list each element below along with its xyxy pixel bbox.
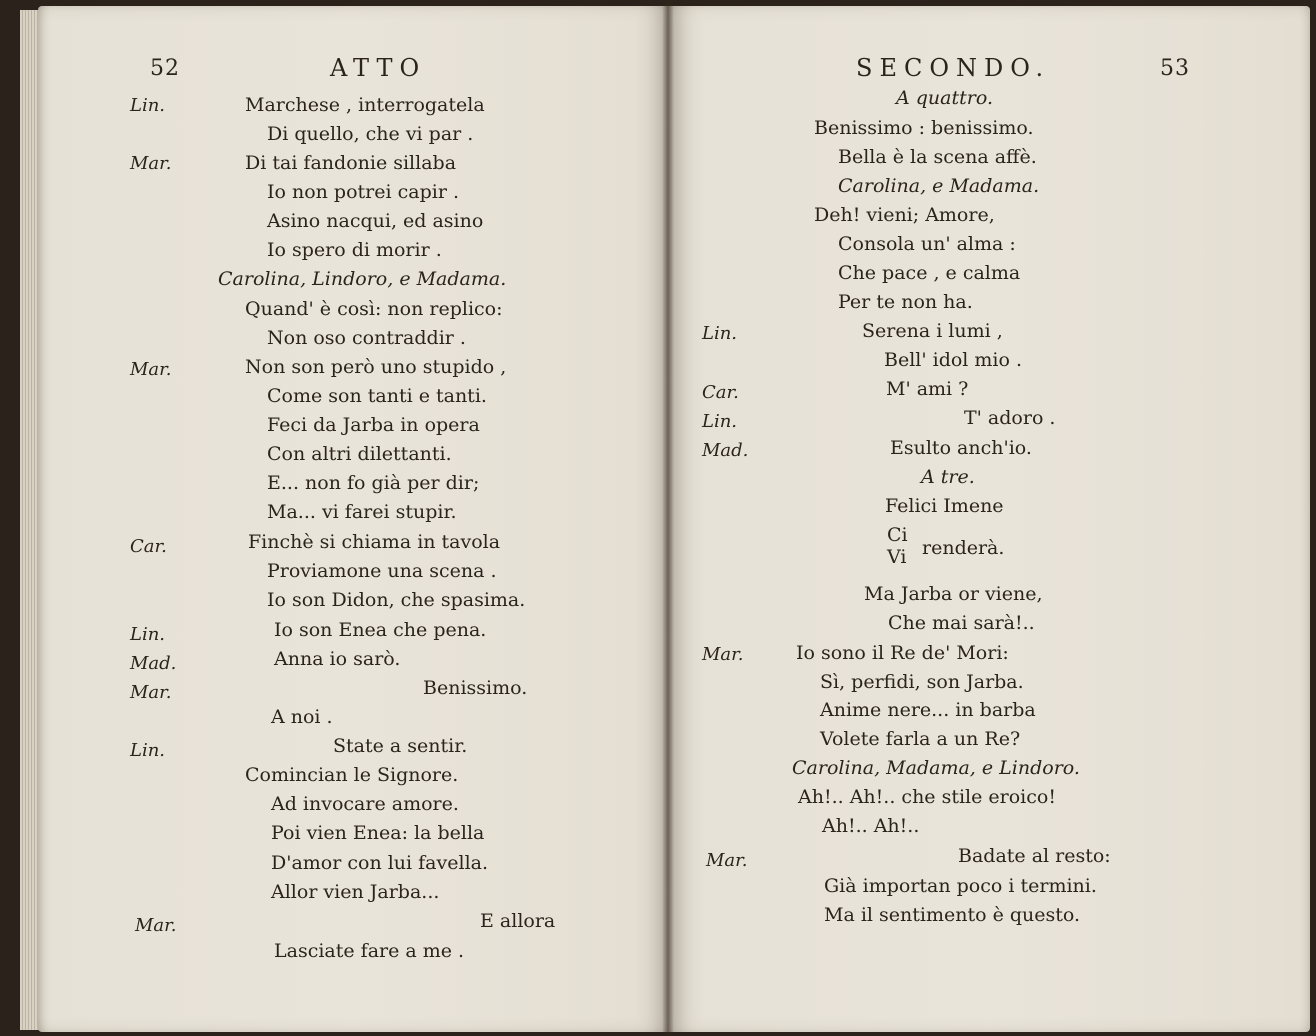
verse-line: Di quello, che vi par . [267, 123, 474, 145]
stage-direction: Carolina, e Madama. [838, 175, 1040, 197]
verse-line: renderà. [922, 537, 1005, 559]
speaker: Mar. [702, 644, 744, 665]
verse-line: Volete farla a un Re? [820, 728, 1021, 750]
page-edge [20, 10, 40, 1030]
verse-line: Proviamone una scena . [267, 560, 497, 582]
page-number-right: 53 [1160, 56, 1190, 81]
verse-line: Anime nere... in barba [820, 699, 1036, 721]
verse-line: M' ami ? [886, 378, 969, 400]
verse-line: Per te non ha. [838, 291, 973, 313]
verse-line: Ma... vi farei stupir. [267, 501, 457, 523]
verse-line: A noi . [271, 706, 333, 728]
speaker: Car. [130, 536, 167, 557]
verse-line: Asino nacqui, ed asino [267, 210, 484, 232]
running-head-right: SECONDO. [856, 54, 1051, 82]
verse-line: Con altri dilettanti. [267, 443, 452, 465]
speaker: Mar. [130, 682, 172, 703]
stage-direction: A tre. [921, 466, 975, 488]
speaker: Lin. [702, 411, 738, 432]
verse-line: Quand' è così: non replico: [245, 298, 503, 320]
verse-line: Io son Enea che pena. [274, 619, 487, 641]
verse-line: D'amor con lui favella. [271, 852, 489, 874]
book-gutter [662, 0, 674, 1036]
verse-line: Poi vien Enea: la bella [271, 822, 485, 844]
choice-bracket [887, 524, 908, 568]
verse-line: Comincian le Signore. [245, 764, 459, 786]
left-page [38, 6, 668, 1032]
verse-line: Bell' idol mio . [884, 349, 1023, 371]
verse-line: Ma Jarba or viene, [864, 583, 1043, 605]
verse-line: Non son però uno stupido , [245, 356, 507, 378]
verse-line: Feci da Jarba in opera [267, 414, 480, 436]
verse-line: E allora [480, 910, 556, 932]
speaker: Mar. [130, 153, 172, 174]
verse-line: Io non potrei capir . [267, 181, 459, 203]
verse-line: Io sono il Re de' Mori: [796, 642, 1009, 664]
verse-line: E... non fo già per dir; [267, 472, 480, 494]
speaker: Mar. [130, 359, 172, 380]
verse-line: Deh! vieni; Amore, [814, 204, 995, 226]
right-page [668, 6, 1310, 1032]
speaker: Mad. [702, 440, 749, 461]
speaker: Lin. [130, 740, 166, 761]
verse-line: Benissimo : benissimo. [814, 117, 1034, 139]
verse-line: Ma il sentimento è questo. [824, 904, 1081, 926]
verse-line: Marchese , interrogatela [245, 94, 485, 116]
speaker: Lin. [702, 323, 738, 344]
stage-direction: A quattro. [896, 87, 993, 109]
verse-line: Serena i lumi , [862, 320, 1003, 342]
verse-line: T' adoro . [964, 407, 1056, 429]
speaker: Lin. [130, 95, 166, 116]
verse-line: Badate al resto: [958, 845, 1111, 867]
speaker: Mad. [130, 653, 177, 674]
speaker: Mar. [706, 850, 748, 871]
verse-line: Bella è la scena affè. [838, 146, 1037, 168]
verse-line: State a sentir. [333, 735, 468, 757]
stage-direction: Carolina, Lindoro, e Madama. [218, 268, 507, 290]
verse-line: Sì, perfidi, son Jarba. [820, 671, 1024, 693]
speaker: Lin. [130, 624, 166, 645]
verse-line: Che pace , e calma [838, 262, 1021, 284]
verse-line: Allor vien Jarba... [271, 881, 440, 903]
verse-line: Lasciate fare a me . [274, 940, 465, 962]
choice-vi: Vi [887, 546, 907, 568]
verse-line: Che mai sarà!.. [888, 612, 1035, 634]
verse-line: Esulto anch'io. [890, 437, 1032, 459]
verse-line: Ah!.. Ah!.. che stile eroico! [798, 786, 1056, 808]
choice-ci: Ci [887, 524, 908, 546]
verse-line: Anna io sarò. [274, 648, 401, 670]
stage-direction: Carolina, Madama, e Lindoro. [792, 757, 1080, 779]
running-head-left: ATTO [330, 54, 427, 82]
speaker: Mar. [135, 915, 177, 936]
verse-line: Ah!.. Ah!.. [822, 815, 920, 837]
verse-line: Finchè si chiama in tavola [248, 531, 501, 553]
verse-line: Come son tanti e tanti. [267, 385, 487, 407]
verse-line: Non oso contraddir . [267, 327, 466, 349]
verse-line: Benissimo. [423, 677, 528, 699]
verse-line: Già importan poco i termini. [824, 875, 1097, 897]
verse-line: Consola un' alma : [838, 233, 1016, 255]
verse-line: Io son Didon, che spasima. [267, 589, 526, 611]
verse-line: Ad invocare amore. [271, 793, 459, 815]
page-number-left: 52 [150, 56, 180, 81]
speaker: Car. [702, 382, 739, 403]
verse-line: Felici Imene [885, 495, 1004, 517]
verse-line: Io spero di morir . [267, 239, 442, 261]
verse-line: Di tai fandonie sillaba [245, 152, 457, 174]
